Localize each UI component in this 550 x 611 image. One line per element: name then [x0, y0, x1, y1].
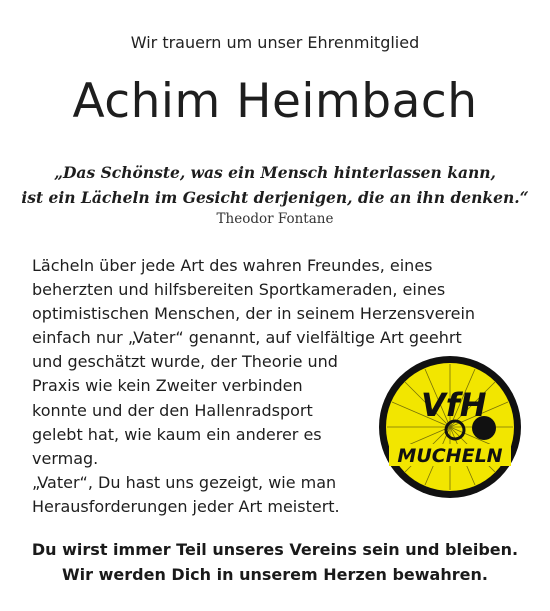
closing-line: Du wirst immer Teil unseres Vereins sein und bleiben. — [31, 540, 519, 559]
tribute-line: optimistischen Menschen, der in seinem Herzensverein — [32, 304, 476, 324]
quote-author: Theodor Fontane — [216, 211, 334, 227]
club-logo-graphic — [375, 352, 525, 502]
quote — [0, 160, 550, 210]
tribute-line: vermag. — [32, 448, 99, 468]
quote-line: ist ein Lächeln im Gesicht derjenigen, die an ihn denken.“ — [21, 188, 529, 207]
closing-line: Wir werden Dich in unserem Herzen bewahren. — [62, 565, 488, 584]
tribute-line: Herausforderungen jeder Art meistert. — [32, 496, 340, 516]
intro-line: Wir trauern um unser Ehrenmitglied — [130, 33, 420, 52]
tribute-line: konnte und der den Hallenradsport — [32, 400, 313, 420]
tribute-line: und geschätzt wurde, der Theorie und — [32, 352, 338, 372]
tribute-line: einfach nur „Vater“ genannt, auf vielfältige Art geehrt — [32, 328, 462, 348]
deceased-name: Achim Heimbach — [72, 74, 478, 129]
closing-statement — [0, 537, 550, 587]
tribute-line: „Vater“, Du hast uns gezeigt, wie man — [32, 472, 337, 492]
club-logo — [375, 352, 525, 502]
logo-bottom-text: MUCHELN — [397, 445, 503, 467]
tribute-line: Lächeln über jede Art des wahren Freundes, eines — [32, 256, 433, 275]
tribute-line: beherzten und hilfsbereiten Sportkameraden, eines — [32, 280, 446, 300]
tribute-line: gelebt hat, wie kaum ein anderer es — [32, 424, 322, 444]
tribute-line: Praxis wie kein Zweiter verbinden — [32, 376, 303, 396]
logo-top-text: VfH — [421, 386, 487, 424]
quote-line: „Das Schönste, was ein Mensch hinterlassen kann, — [54, 163, 496, 182]
